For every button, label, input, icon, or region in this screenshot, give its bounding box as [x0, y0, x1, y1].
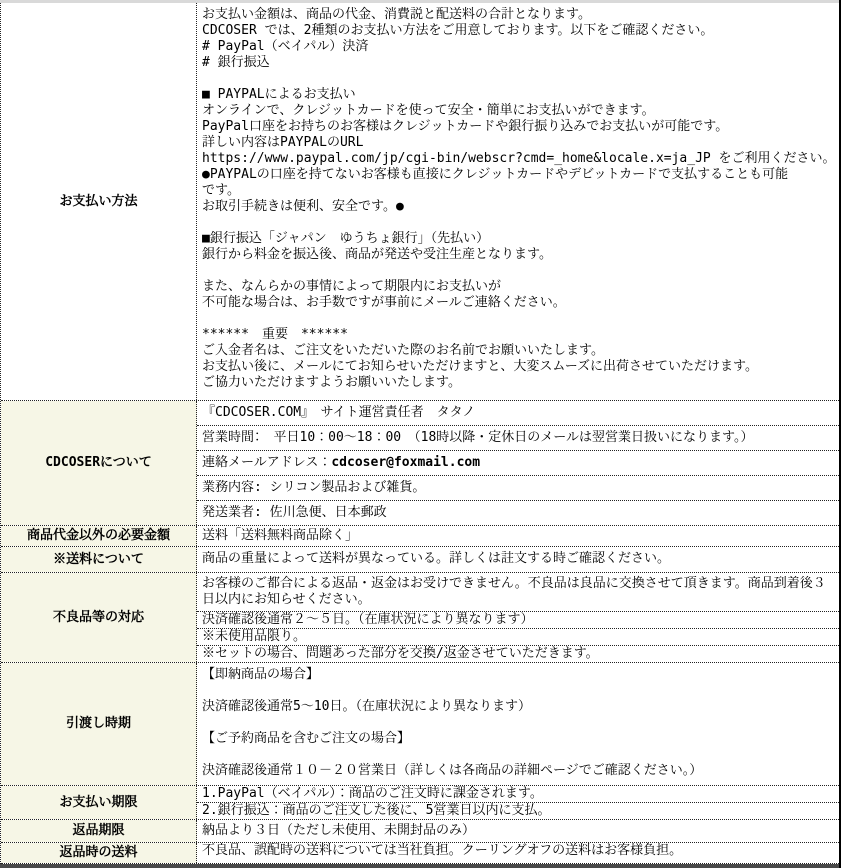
about-shippers: 発送業者: 佐川急便、日本郵政: [202, 505, 387, 520]
text-line: [202, 747, 836, 763]
text-line: お支払い後に、メールにてお知らせいただけますと、大変スムーズに出荷させていただけます。: [202, 359, 759, 374]
text-line: 詳しい内容はPAYPALのURL: [202, 135, 364, 150]
return-deadline-text: 納品より３日（ただし未使用、未開封品のみ）: [202, 823, 476, 838]
about-site-operator: 『CDCOSER.COM』 サイト運営責任者 タタノ: [197, 401, 839, 426]
text-line: [202, 715, 836, 731]
text-line: [202, 311, 836, 327]
text-line: 不可能な場合は、お手数ですが事前にメールご連絡ください。: [202, 295, 566, 310]
text-line: # 銀行振込: [202, 55, 270, 70]
delivery-time-content: [197, 663, 839, 785]
text-line: 決済確認後通常5～10日。（在庫状況により異なります）: [202, 699, 531, 714]
text-line: ご協力いただけますようお願いいたします。: [202, 375, 461, 390]
text-line: [202, 683, 836, 699]
row-extra-fees: [1, 526, 839, 547]
extra-fees-content: [197, 526, 839, 546]
extra-fees-text: 送料「送料無料商品除く」: [202, 528, 359, 543]
text-line: ご入金者名は、ご注文をいただいた際のお名前でお願いいたします。: [202, 343, 604, 358]
row-shipping-note: [1, 547, 839, 573]
text-line: PayPal口座をお持ちのお客様はクレジットカードや銀行振り込みでお支払いが可能です。: [202, 119, 729, 134]
text-line: [202, 71, 836, 87]
info-table: [0, 3, 839, 864]
text-line: ●PAYPALの口座を持てないお客様も直接にクレジットカードやデビットカードで支払することも可能: [202, 167, 789, 182]
row-return-deadline: [1, 820, 839, 843]
text-line: お支払い金額は、商品の代金、消費説と配送料の合計となります。: [202, 7, 591, 22]
text-line: また、なんらかの事情によって期限内にお支払いが: [202, 279, 502, 294]
row-header-defective-items: 不良品等の対応: [1, 573, 197, 662]
defective-items-content: [197, 573, 839, 662]
text-line: ****** 重要 ******: [202, 327, 348, 342]
shipping-note-content: [197, 547, 839, 572]
shipping-note-text: 商品の重量によって送料が異なっている。詳しくは註文する時ご確認ください。: [202, 551, 671, 566]
row-header-payment-method: お支払い方法: [1, 3, 197, 400]
about-business-hours: 営業時間： 平日10：00～18：00 （18時以降・定休日のメールは翌営業日扱いになります。）: [197, 426, 839, 451]
payment-deadline-paypal: 1.PayPal（ベイパル）：商品のご注文時に課金されます。: [197, 786, 839, 803]
text-line: 【即納商品の場合】: [202, 667, 320, 682]
row-defective-items: [1, 573, 839, 663]
defective-set-policy: ※セットの場合、問題あった部分を交換/返金させていただきます。: [202, 646, 599, 661]
row-delivery-time: [1, 663, 839, 786]
row-return-shipping: [1, 843, 839, 864]
text-line: お取引手続きは便利、安全です。●: [202, 199, 404, 214]
row-header-shipping-note: ※送料について: [1, 547, 197, 572]
row-header-payment-deadline: お支払い期限: [1, 786, 197, 819]
row-payment-method: [1, 3, 839, 401]
defective-processing-time: 決済確認後通常２～５日。（在庫状況により異なります）: [197, 612, 839, 629]
bottom-footer-bar: [0, 864, 839, 868]
about-contact: [197, 451, 839, 476]
row-header-return-deadline: 返品期限: [1, 820, 197, 842]
text-line: オンラインで、クレジットカードを使って安全・簡単にお支払いができます。: [202, 103, 655, 118]
text-line: です。: [202, 183, 240, 198]
about-cdcoser-content: [197, 401, 839, 525]
text-line: [202, 215, 836, 231]
payment-deadline-bank: 2.銀行振込：商品のご注文した後に、5営業日以内に支払。: [202, 803, 551, 818]
text-line: [202, 263, 836, 279]
defective-unused-only: ※未使用品限り。: [197, 629, 839, 646]
text-line: ■ PAYPALによるお支払い: [202, 87, 356, 102]
text-line: 【ご予約商品を含むご注文の場合】: [202, 731, 411, 746]
return-deadline-content: [197, 820, 839, 842]
row-header-extra-fees: 商品代金以外の必要金額: [1, 526, 197, 546]
about-business-type: 業務内容: シリコン製品および雑貨。: [197, 476, 839, 501]
defective-policy-text: お客様のご都合による返品・返金はお受けできません。不良品は良品に交換させて頂きます。商品到着後３日以内にお知らせください。: [197, 573, 839, 612]
row-header-return-shipping: 返品時の送料: [1, 843, 197, 863]
delivery-time-lines: [197, 663, 839, 785]
payment-method-content: [197, 3, 839, 400]
text-line: https://www.paypal.com/jp/cgi-bin/webscr?cmd=_home&locale.x=ja_JP をご利用ください。: [202, 151, 836, 166]
text-line: 銀行から料金を振込後、商品が発送や受注生産となります。: [202, 247, 552, 262]
contact-email: cdcoser@foxmail.com: [331, 455, 481, 470]
return-shipping-text: 不良品、誤配時の送料については当社負担。クーリングオフの送料はお客様負担。: [202, 843, 683, 858]
payment-method-lines: [197, 3, 839, 400]
text-line: 決済確認後通常１０－２０営業日（詳しくは各商品の詳細ページでご確認ください。）: [202, 763, 703, 778]
row-about-cdcoser: [1, 401, 839, 526]
row-header-delivery-time: 引渡し時期: [1, 663, 197, 785]
payment-deadline-content: [197, 786, 839, 819]
row-header-about-cdcoser: CDCOSERについて: [1, 401, 197, 525]
row-payment-deadline: [1, 786, 839, 820]
contact-label: 連絡メールアドレス：: [202, 455, 332, 470]
return-shipping-content: [197, 843, 839, 863]
text-line: CDCOSER では、2種類のお支払い方法をご用意しております。以下をご確認ください。: [202, 23, 714, 38]
text-line: # PayPal（ベイパル）決済: [202, 39, 369, 54]
text-line: ■銀行振込「ジャパン ゆうちょ銀行」（先払い）: [202, 231, 490, 246]
